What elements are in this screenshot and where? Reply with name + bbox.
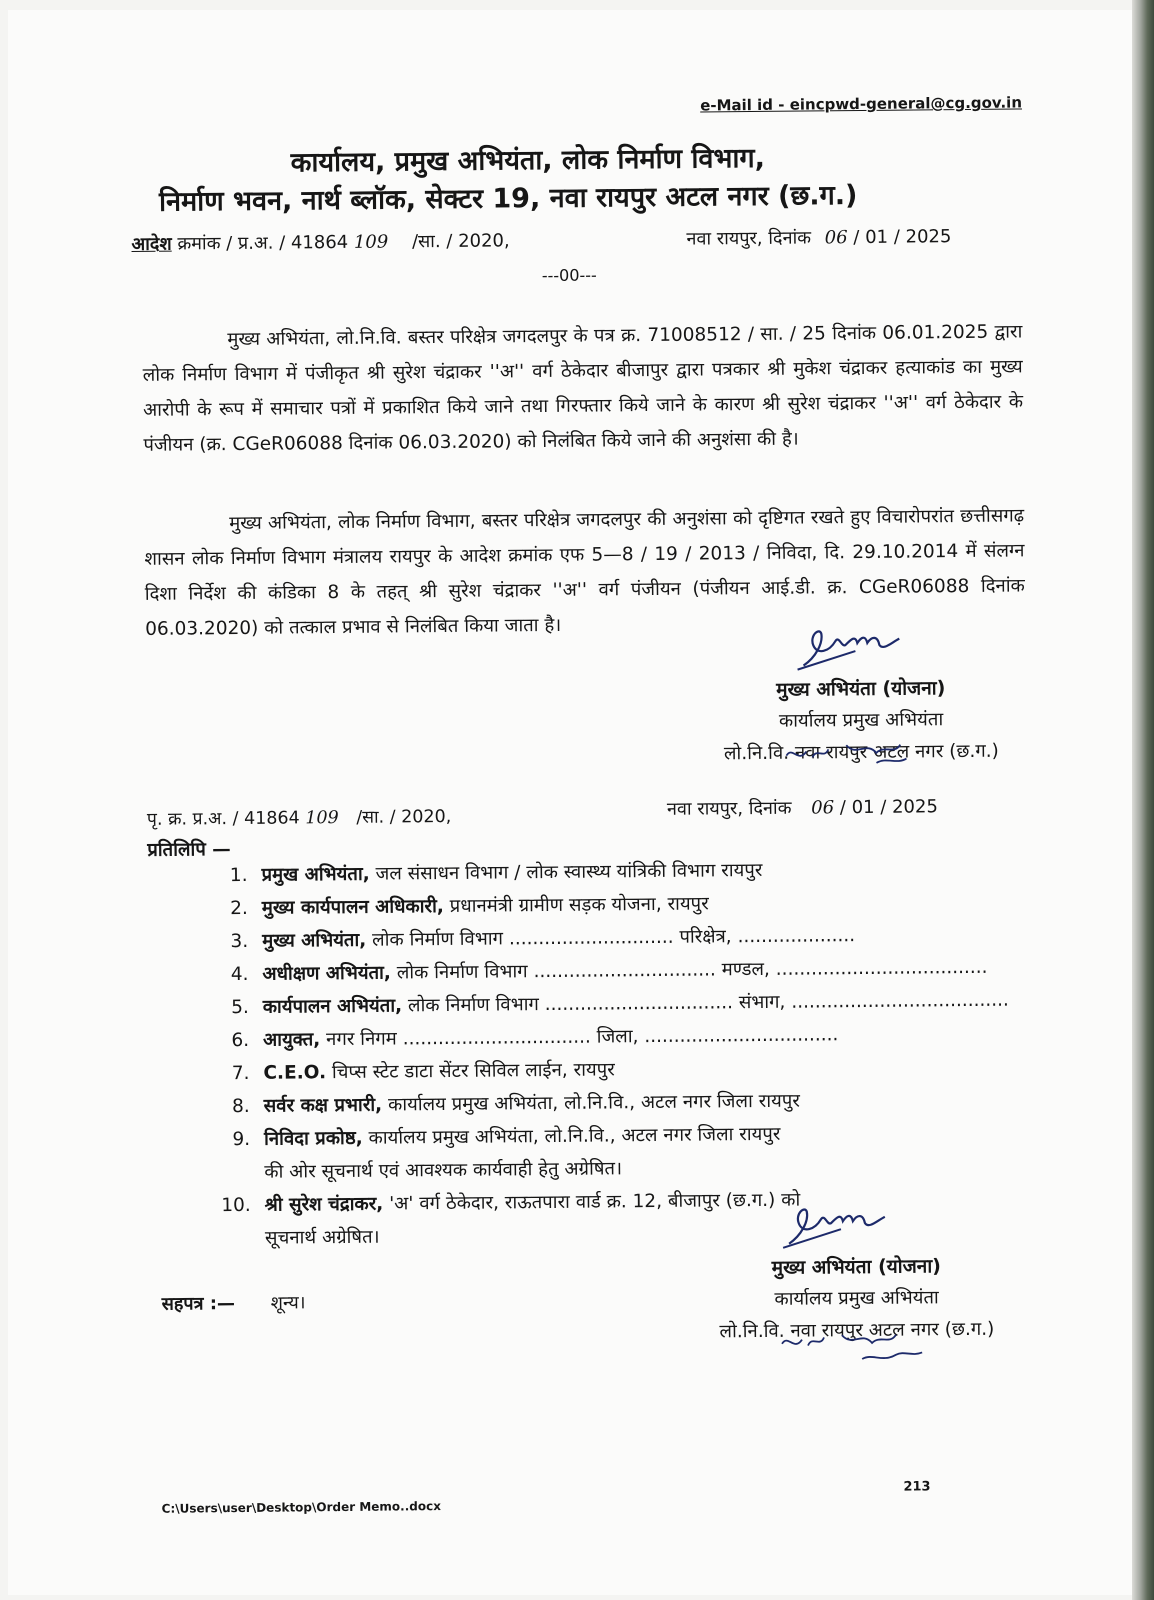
signatory-office: कार्यालय प्रमुख अभियंता (774, 1287, 939, 1310)
office-address: निर्माण भवन, नार्थ ब्लॉक, सेक्टर 19, नवा रायपुर अटल नगर (छ.ग.) (158, 180, 858, 218)
list-item-continuation: सूचनार्थ अग्रेषित। (264, 1226, 380, 1249)
list-item: 9. निविदा प्रकोष्ठ, कार्यालय प्रमुख अभियंता, लो.नि.वि., अटल नगर जिला रायपुर (232, 1123, 781, 1151)
list-item: 1. प्रमुख अभियंता, जल संसाधन विभाग / लोक स्वास्थ्य यांत्रिकी विभाग रायपुर (229, 859, 763, 887)
list-item: 6. आयुक्त, नगर निगम ................................ जिला, ................................. (231, 1024, 839, 1052)
list-item: 10. श्री सुरेश चंद्राकर, 'अ' वर्ग ठेकेदार, राऊतपारा वार्ड क्र. 12, बीजापुर (छ.ग.) को (221, 1189, 801, 1217)
order-suffix: /सा. / 2020, (411, 230, 510, 253)
list-item: 7. C.E.O. चिप्स स्टेट डाटा सेंटर सिविल लाईन, रायपुर (231, 1059, 615, 1085)
list-item: 3. मुख्य अभियंता, लोक निर्माण विभाग ............................ परिक्षेत्र, .................... (230, 925, 856, 953)
signatory-place: लो.नि.वि. नवा रायपुर अटल नगर (छ.ग.) (723, 740, 999, 765)
signatory-title: मुख्य अभियंता (योजना) (776, 677, 946, 701)
order-handwritten-number: 109 (353, 231, 389, 253)
email-id: e-Mail id - eincpwd-general@cg.gov.in (700, 93, 1023, 115)
office-title: कार्यालय, प्रमुख अभियंता, लोक निर्माण विभाग, (290, 142, 766, 179)
handwritten-initials-2 (772, 1322, 972, 1374)
copy-list (207, 851, 1051, 1255)
signature-2 (781, 1203, 891, 1254)
background-edge (1132, 0, 1154, 1600)
list-item: 5. कार्यपालन अभियंता, लोक निर्माण विभाग ................................ संभाग, ..................................... (231, 989, 1009, 1019)
paragraph-1: मुख्य अभियंता, लो.नि.वि. बस्तर परिक्षेत्र जगदलपुर के पत्र क्र. 71008512 / सा. / 25 दिनांक 06.01.2025 द्वारा लोक निर्माण विभाग में पंजीकृत श्री सुरेश चंद्राकर ''अ'' वर्ग ठेकेदार बीजापुर द्वारा पत्रकार श्री मुकेश चंद्राकर हत्याकांड का मुख्य आरोपी के रूप में समाचार पत्रों में प्रकाशित किये जाने तथा गिरफ्तार किये जाने के कारण श्री सुरेश चंद्राकर ''अ'' वर्ग ठेकेदार के पंजीयन (क्र. CGeR06088 दिनांक 06.03.2020) को निलंबित किये जाने की अनुशंसा की है। (142, 320, 1024, 456)
copy-label: प्रतिलिपि — (147, 839, 231, 861)
signatory-place: लो.नि.वि. नवा रायपुर अटल नगर (छ.ग.) (719, 1318, 995, 1343)
order-date: नवा रायपुर, दिनांक 06 / 01 / 2025 (686, 226, 952, 250)
list-item: 8. सर्वर कक्ष प्रभारी, कार्यालय प्रमुख अभियंता, लो.नि.वि., अटल नगर जिला रायपुर (231, 1090, 800, 1118)
paragraph-2: मुख्य अभियंता, लोक निर्माण विभाग, बस्तर परिक्षेत्र जगदलपुर की अनुशंसा को दृष्टिगत रखते हुए विचारोपरांत छत्तीसगढ़ शासन लोक निर्माण विभाग मंत्रालय रायपुर के आदेश क्रमांक एफ 5—8 / 19 / 2013 / निविदा, दि. 29.10.2014 में संलग्न दिशा निर्देश की कंडिका 8 के तहत् श्री सुरेश चंद्राकर ''अ'' वर्ग पंजीयन (पंजीयन आई.डी. क्र. CGeR06088 दिनांक 06.03.2020) को तत्काल प्रभाव से निलंबित किया जाता है। (144, 504, 1025, 640)
separator: ---00--- (541, 265, 597, 286)
signatory-office: कार्यालय प्रमुख अभियंता (778, 709, 944, 732)
signature-1 (795, 625, 905, 676)
enclosure-label: सहपत्र :— (161, 1293, 236, 1315)
enclosure-value: शून्य। (270, 1292, 306, 1314)
signatory-title: मुख्य अभियंता (योजना) (771, 1255, 941, 1279)
file-path: C:\Users\user\Desktop\Order Memo..docx (161, 1499, 441, 1516)
order-number: क्रमांक / प्र.अ. / 41864 (177, 231, 349, 255)
list-item: 4. अधीक्षण अभियंता, लोक निर्माण विभाग ............................... मण्डल, .................................... (230, 956, 988, 986)
copies-note: की ओर सूचनार्थ एवं आवश्यक कार्यवाही हेतु अग्रेषित। (264, 1158, 623, 1183)
order-label: आदेश (131, 233, 172, 255)
handwritten-initials-1 (776, 734, 976, 776)
order-reference (131, 228, 509, 256)
page-number: 213 (903, 1479, 931, 1495)
copy-date: नवा रायपुर, दिनांक 06 / 01 / 2025 (666, 796, 938, 820)
copy-reference: पृ. क्र. प्र.अ. / 41864 109 /सा. / 2020, (146, 806, 452, 830)
enclosure (162, 1290, 306, 1315)
list-item: 2. मुख्य कार्यपालन अधिकारी, प्रधानमंत्री ग्रामीण सड़क योजना, रायपुर (230, 893, 709, 920)
